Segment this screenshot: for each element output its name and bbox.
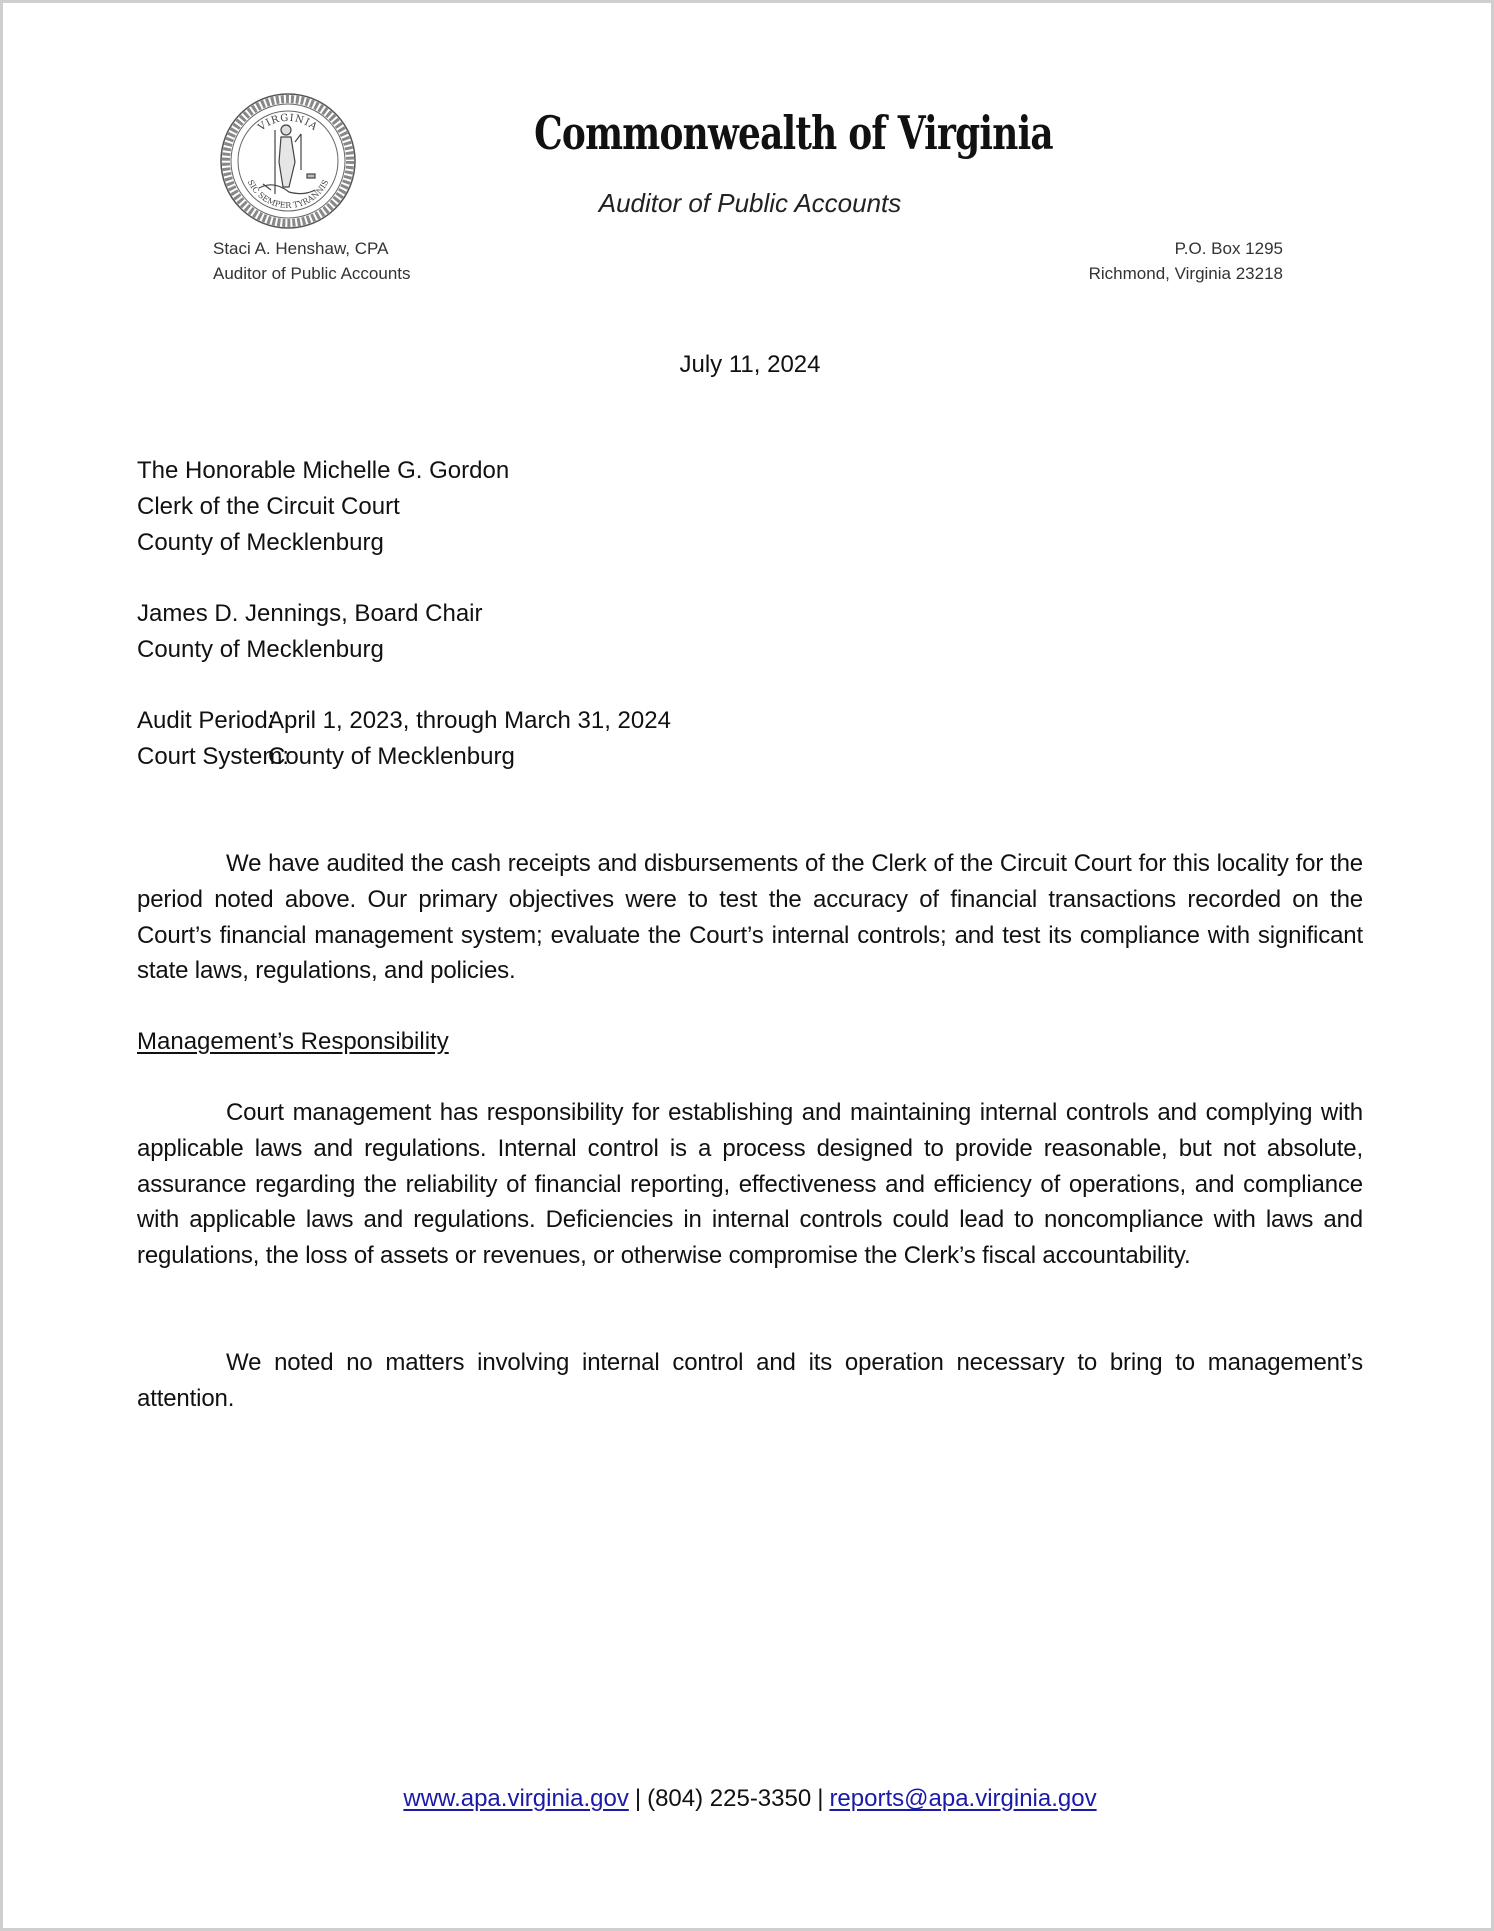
recipient-line: The Honorable Michelle G. Gordon xyxy=(137,457,510,484)
recipient-line: County of Mecklenburg xyxy=(137,635,384,663)
footer-separator: | xyxy=(634,1785,642,1812)
office-address xyxy=(1089,236,1283,286)
letterhead-title xyxy=(461,103,1053,163)
auditor-office: Auditor of Public Accounts xyxy=(213,264,411,283)
auditor-info xyxy=(213,236,411,286)
recipient-block-1 xyxy=(137,453,1363,560)
audit-period-label: Audit Period: xyxy=(137,707,275,734)
letterhead-subtitle: Auditor of Public Accounts xyxy=(598,188,902,218)
po-box: P.O. Box 1295 xyxy=(1174,239,1283,258)
conclusion-section xyxy=(137,1345,1363,1417)
court-system-row xyxy=(137,739,1363,775)
letter-footer xyxy=(3,1781,1494,1817)
virginia-state-seal-icon xyxy=(219,92,357,230)
intro-section xyxy=(137,846,1363,989)
responsibility-section xyxy=(137,1095,1363,1274)
recipient-block-2 xyxy=(137,596,1363,668)
recipient-line: James D. Jennings, Board Chair xyxy=(137,600,483,627)
court-system-label: Court System: xyxy=(137,742,290,770)
phone-number: (804) 225-3350 xyxy=(647,1785,812,1812)
section-heading: Management’s Responsibility xyxy=(137,1028,449,1055)
seal-text-bottom: SIC SEMPER TYRANNIS xyxy=(245,178,331,211)
auditor-name: Staci A. Henshaw, CPA xyxy=(213,239,389,258)
letter-date: July 11, 2024 xyxy=(679,351,821,378)
recipient-line: County of Mecklenburg xyxy=(137,528,384,556)
letterhead-title-text: Commonwealth of Virginia xyxy=(534,106,1053,160)
recipient-line: Clerk of the Circuit Court xyxy=(137,492,400,520)
city-state-zip: Richmond, Virginia 23218 xyxy=(1088,264,1283,283)
seal-text-top: VIRGINIA xyxy=(256,112,320,134)
audit-details xyxy=(137,703,1363,775)
court-system-value: County of Mecklenburg xyxy=(268,742,515,770)
audit-period-row xyxy=(137,703,1363,739)
email-link[interactable]: reports@apa.virginia.gov xyxy=(829,1785,1097,1812)
intro-paragraph: We have audited the cash receipts and disbursements of the Clerk of the Circuit Court for this locality for the period noted above. Our primary objectives were to test the accuracy of financial transactions recorded on the Court’s financial management system; evaluate the Court’s internal controls; and test its compliance with significant state laws, regulations, and policies. xyxy=(137,850,1363,985)
audit-period-value: April 1, 2023, through March 31, 2024 xyxy=(268,707,671,734)
responsibility-paragraph: Court management has responsibility for establishing and maintaining internal controls and complying with applicable laws and regulations. Internal control is a process designed to provide reasonable, but not absolute, assurance regarding the reliability of financial reporting, effectiveness and efficiency of operations, and compliance with applicable laws and regulations. Deficiencies in internal controls could lead to noncompliance with laws and regulations, the loss of assets or revenues, or otherwise compromise the Clerk’s fiscal accountability. xyxy=(137,1099,1363,1270)
footer-separator: | xyxy=(817,1785,824,1812)
conclusion-paragraph: We noted no matters involving internal control and its operation necessary to bring to management’s attention. xyxy=(137,1349,1363,1412)
section-heading-wrap xyxy=(137,1024,1363,1060)
website-link[interactable]: www.apa.virginia.gov xyxy=(403,1785,629,1812)
